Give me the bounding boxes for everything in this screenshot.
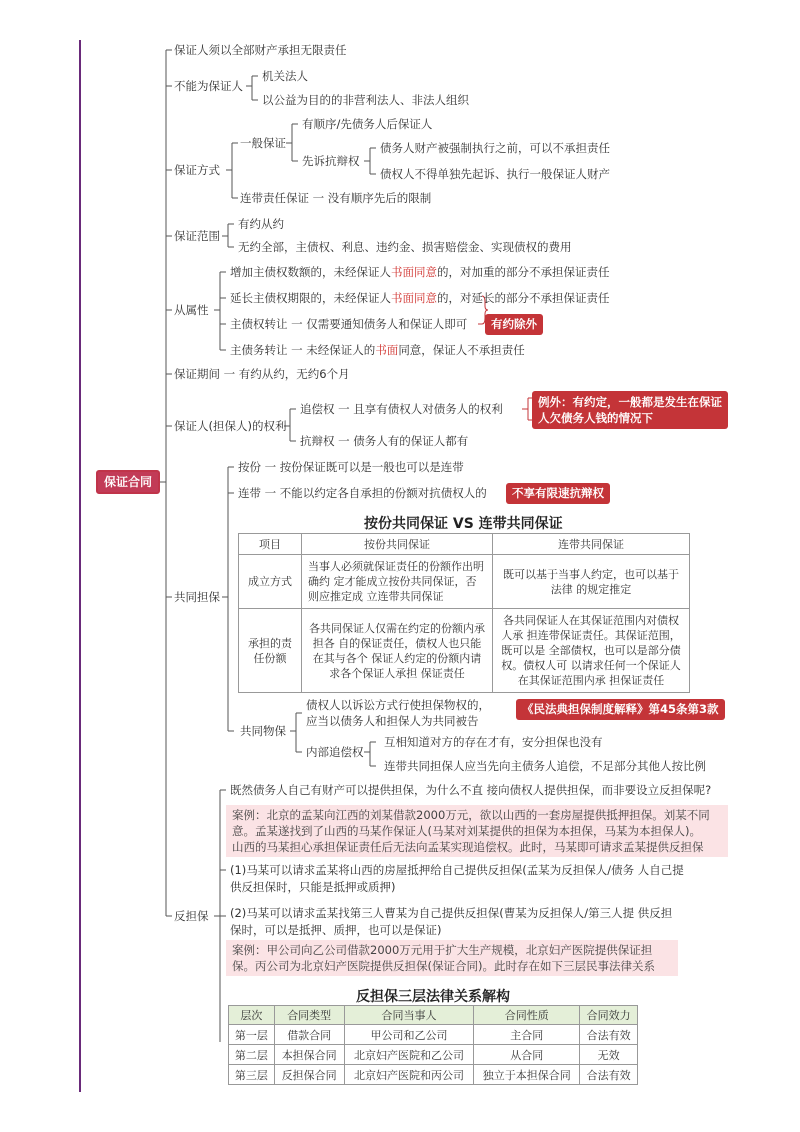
node-inner-recourse: 内部追偿权	[306, 745, 364, 759]
table-cell: 第二层	[229, 1045, 275, 1065]
node-co-guarantee: 共同担保	[174, 590, 220, 604]
node-inner-1: 互相知道对方的存在才有，安分担保也没有	[384, 735, 603, 749]
table-cell: 承担的责任份额	[239, 609, 302, 693]
node-general-guarantee: 一般保证	[240, 136, 286, 150]
table-cell: 主合同	[474, 1025, 580, 1045]
tag-exception: 例外：有约定，一般都是发生在保证 人欠债务人钱的情况下	[532, 391, 728, 429]
node-accessory-3: 主债权转让 一 仅需要通知债务人和保证人即可	[230, 317, 468, 331]
node-joint: 连带 一 不能以约定各自承担的份额对抗债权人的	[238, 486, 487, 500]
node-accessory-4: 主债务转让 一 未经保证人的书面同意，保证人不承担责任	[230, 343, 525, 357]
table-cell: 第三层	[229, 1065, 275, 1085]
table-cell: 本担保合同	[274, 1045, 344, 1065]
table-cell: 第一层	[229, 1025, 275, 1045]
table-cell: 甲公司和乙公司	[344, 1025, 474, 1045]
table-cell: 各共同保证人在其保证范围内对债权人承 担连带保证责任。其保证范围，既可以是 全部债权，也可以是部分债权。债权人可 以请求任何一个保证人在其保证范围内承 担保证责任	[493, 609, 690, 693]
col-proportional: 按份共同保证	[302, 534, 493, 555]
node-guarantee-method: 保证方式	[174, 163, 220, 177]
node-scope-1: 有约从约	[238, 217, 284, 231]
node-unlimited-liability: 保证人须以全部财产承担无限责任	[174, 43, 347, 57]
col-item: 项目	[239, 534, 302, 555]
node-inner-2: 连带共同担保人应当先向主债务人追偿，不足部分其他人按比例	[384, 759, 706, 773]
col-nature: 合同性质	[474, 1006, 580, 1025]
co-guarantee-table-title: 按份共同保证 VS 连带共同保证	[364, 516, 563, 532]
table-cell: 成立方式	[239, 555, 302, 609]
node-order: 有顺序/先债务人后保证人	[302, 117, 433, 131]
case-1: 案例：北京的孟某向江西的刘某借款2000万元，欲以山西的一套房屋提供抵押担保。刘某不同 意。孟某遂找到了山西的马某作保证人(马某对刘某提供的担保为本担保，马某为本担保人)。 山西的马某担心承担保证责任后无法向孟某实现追偿权。此时，马某即可请求孟某提供反担保	[226, 805, 728, 857]
node-accessory-1: 增加主债权数额的，未经保证人书面同意的，对加重的部分不承担保证责任	[230, 265, 610, 279]
node-state-organ: 机关法人	[262, 69, 308, 83]
node-proportional: 按份 一 按份保证既可以是一般也可以是连带	[238, 460, 464, 474]
tag-no-defense: 不享有限速抗辩权	[506, 483, 610, 504]
col-type: 合同类型	[274, 1006, 344, 1025]
col-validity: 合同效力	[580, 1006, 638, 1025]
counter-option-1: (1)马某可以请求孟某将山西的房屋抵押给自己提供反担保(孟某为反担保人/债务 人自己提 供反担保时，只能是抵押或质押)	[230, 863, 684, 894]
table-row	[229, 1045, 638, 1065]
node-period: 保证期间 一 有约从约，无约6个月	[174, 367, 350, 381]
node-co-property-security: 共同物保	[240, 724, 286, 738]
counter-option-2: (2)马某可以请求孟某找第三人曹某为自己提供反担保(曹某为反担保人/第三人提 供反担 保时，可以是抵押、质押，也可以是保证)	[230, 906, 673, 937]
table-cell: 北京妇产医院和乙公司	[344, 1045, 474, 1065]
table-cell: 从合同	[474, 1045, 580, 1065]
table-row	[229, 1025, 638, 1045]
node-cannot-guarantor: 不能为保证人	[174, 79, 243, 93]
counter-table-title: 反担保三层法律关系解构	[356, 989, 510, 1005]
table-cell: 当事人必须就保证责任的份额作出明确约 定才能成立按份共同保证，否则应推定成 立连带共同保证	[302, 555, 493, 609]
table-cell: 北京妇产医院和丙公司	[344, 1065, 474, 1085]
node-defense-1: 债务人财产被强制执行之前，可以不承担责任	[380, 141, 610, 155]
root-node[interactable]: 保证合同	[96, 470, 160, 494]
node-accessory-2: 延长主债权期限的，未经保证人书面同意的，对延长的部分不承担保证责任	[230, 291, 610, 305]
col-parties: 合同当事人	[344, 1006, 474, 1025]
node-recourse: 追偿权 一 且享有债权人对债务人的权利	[300, 402, 503, 416]
table-cell: 各共同保证人仅需在约定的份额内承担各 自的保证责任，债权人也只能在其与各个 保证人约定的份额内请求各个保证人承担 保证责任	[302, 609, 493, 693]
tag-civil-code: 《民法典担保制度解释》第45条第3款	[516, 699, 725, 720]
node-accessory: 从属性	[174, 303, 209, 317]
table-cell: 合法有效	[580, 1025, 638, 1045]
node-scope-2: 无约全部，主债权、利息、违约金、损害赔偿金、实现债权的费用	[238, 240, 572, 254]
node-co-property-1: 债权人以诉讼方式行使担保物权的， 应当以债务人和担保人为共同被告	[306, 698, 490, 728]
node-counter-guarantee: 反担保	[174, 909, 209, 923]
table-cell: 合法有效	[580, 1065, 638, 1085]
node-defense-2: 债权人不得单独先起诉、执行一般保证人财产	[380, 167, 610, 181]
col-joint: 连带共同保证	[493, 534, 690, 555]
node-guarantor-rights: 保证人(担保人)的权利	[174, 419, 287, 433]
case-2: 案例：甲公司向乙公司借款2000万元用于扩大生产规模，北京妇产医院提供保证担 保。丙公司为北京妇产医院提供反担保(保证合同)。此时存在如下三层民事法律关系	[226, 940, 678, 976]
table-cell: 独立于本担保合同	[474, 1065, 580, 1085]
tag-agreement-exception: 有约除外	[485, 314, 543, 335]
node-scope: 保证范围	[174, 229, 220, 243]
table-row	[229, 1065, 638, 1085]
table-cell: 既可以基于当事人约定，也可以基于法律 的规定推定	[493, 555, 690, 609]
node-joint-liability: 连带责任保证 一 没有顺序先后的限制	[240, 191, 432, 205]
col-level: 层次	[229, 1006, 275, 1025]
counter-table	[228, 1005, 638, 1085]
node-defense-right: 先诉抗辩权	[302, 154, 360, 168]
table-cell: 反担保合同	[274, 1065, 344, 1085]
table-cell: 无效	[580, 1045, 638, 1065]
node-nonprofit: 以公益为目的的非营利法人、非法人组织	[262, 93, 469, 107]
table-cell: 借款合同	[274, 1025, 344, 1045]
node-defense: 抗辩权 一 债务人有的保证人都有	[300, 434, 469, 448]
co-guarantee-table	[238, 533, 690, 693]
counter-question: 既然债务人自己有财产可以提供担保，为什么不直 接向债权人提供担保，而非要设立反担保呢?	[230, 783, 712, 797]
